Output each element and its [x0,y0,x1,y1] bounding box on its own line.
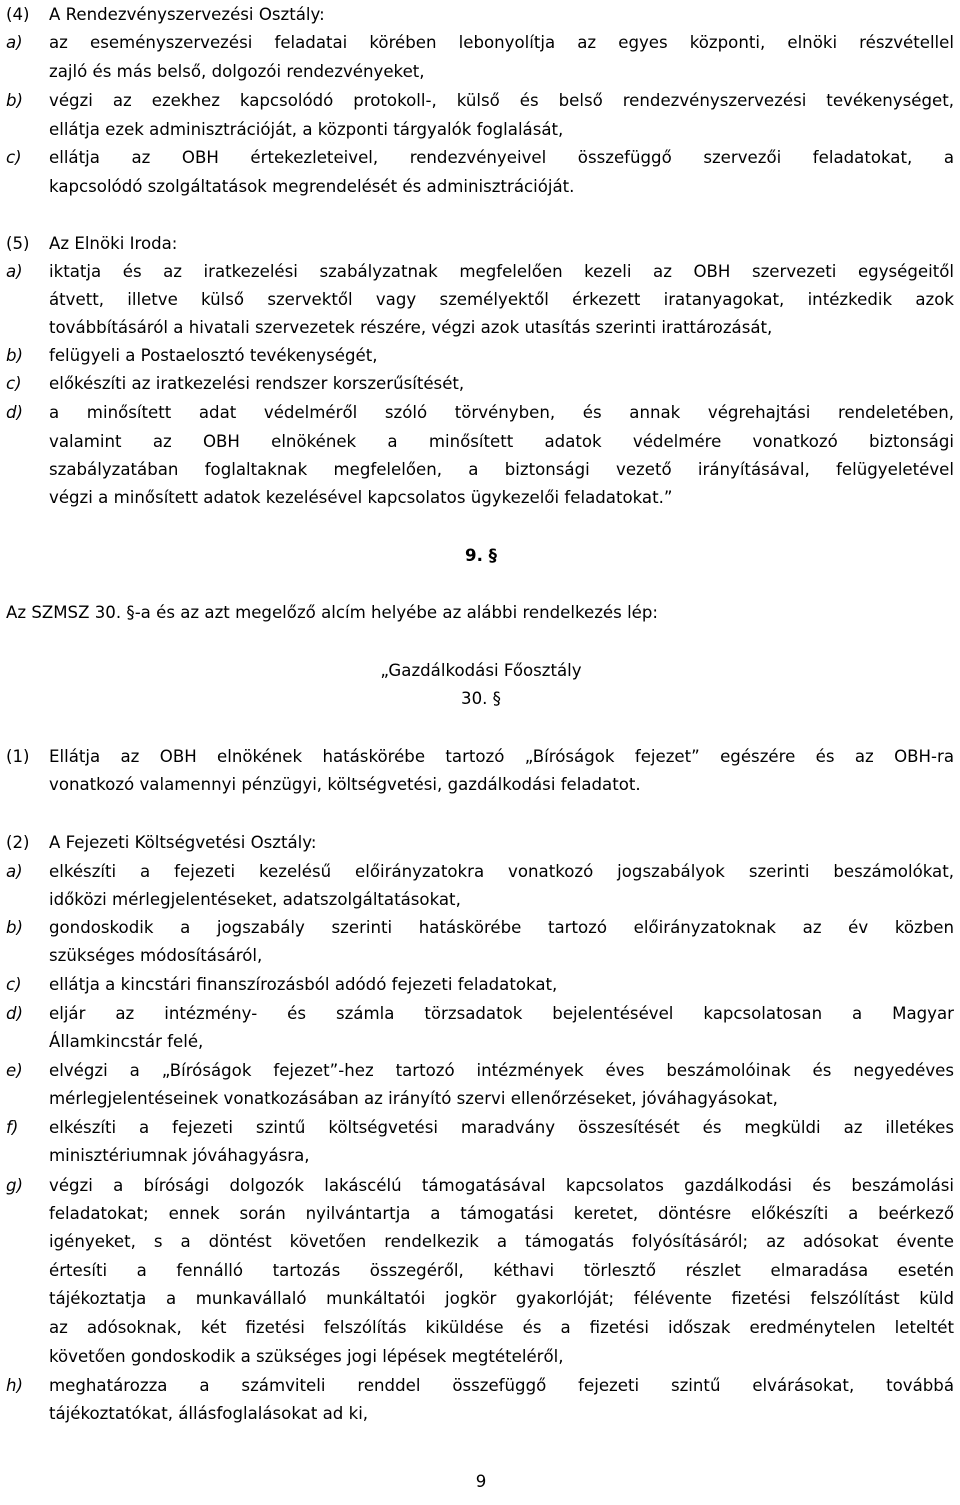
list-item-continued [6,172,956,201]
s4-number: (4) [6,5,30,24]
list-item [6,257,956,286]
list-item [6,398,956,427]
section-heading: 9. § [465,546,497,565]
item-text: elvégzi a „Bíróságok fejezet”-hez tartozó intézmények éves beszámolóinak és negyedéves [49,1061,954,1080]
item-text: ellátja az OBH értekezleteivel, rendezvényeivel összefüggő szervezői feladatokat, a [49,148,954,167]
item-text: valamint az OBH elnökének a minősített adatok védelmére vonatkozó biztonsági [49,432,954,451]
list-item-continued [6,885,956,914]
list-item-continued [6,455,956,484]
item-text: mérlegjelentéseinek vonatkozásában az irányító szervi ellenőrzéseket, jóváhagyásokat, [49,1089,778,1108]
item-text: Államkincstár felé, [49,1032,204,1051]
item-text: igényeket, s a döntést követően rendelkezik a támogatás folyósításáról; az adósokat évente [49,1232,954,1251]
list-item [6,28,956,57]
list-item-continued [6,1084,956,1113]
list-item [6,341,956,370]
item-label: d) [6,403,24,422]
list-item [6,1113,956,1142]
list-item-continued [6,1199,956,1228]
item-text: végzi a bírósági dolgozók lakáscélú támogatásával kapcsolatos gazdálkodási és beszámolási [49,1176,954,1195]
item-text: értesíti a fennálló tartozás összegéről, kéthavi törlesztő részlet elmaradása esetén [49,1261,954,1280]
list-item-continued [6,1256,956,1285]
s5-header [6,229,956,258]
list-item-continued [6,1399,956,1428]
item-label: a) [6,33,23,52]
p1 [6,742,956,771]
item-label: b) [6,91,24,110]
item-text: tájékoztatókat, állásfoglalásokat ad ki, [49,1404,369,1423]
item-text: elkészíti a fejezeti szintű költségvetési maradvány összesítését és megküldi az illetékes [49,1118,954,1137]
item-label: e) [6,1061,23,1080]
item-text: ellátja a kincstári finanszírozásból adódó fejezeti feladatokat, [49,975,558,994]
list-item-continued [6,285,956,314]
item-text: szabályzatában foglaltaknak megfelelően, a biztonsági vezető irányításával, felügyeletével [49,460,954,479]
s2-title: A Fejezeti Költségvetési Osztály: [49,833,317,852]
item-label: c) [6,975,22,994]
list-item [6,143,956,172]
item-text: az eseményszervezési feladatai körében lebonyolítja az egyes központi, elnöki részvétellel [49,33,954,52]
item-text: tájékoztatja a munkavállaló munkáltatói jogkör gyakorlóját; félévente fizetési felszólítást küld [49,1289,954,1308]
item-label: c) [6,374,22,393]
p1-number: (1) [6,747,30,766]
item-text: eljár az intézmény- és számla törzsadatok bejelentésével kapcsolatosan a Magyar [49,1004,954,1023]
item-label: d) [6,1004,24,1023]
list-item [6,913,956,942]
p1-text: vonatkozó valamennyi pénzügyi, költségvetési, gazdálkodási feladatot. [49,775,641,794]
item-text: zajló és más belső, dolgozói rendezvényeket, [49,62,425,81]
item-label: a) [6,262,23,281]
subtitle: „Gazdálkodási Főosztály [380,661,582,680]
item-label: a) [6,862,23,881]
list-item [6,970,956,999]
list-item-continued [6,1227,956,1256]
list-item [6,857,956,886]
s4-header [6,0,956,29]
s2-header [6,828,956,857]
s5-title: Az Elnöki Iroda: [49,234,178,253]
item-label: c) [6,148,22,167]
item-text: iktatja és az iratkezelési szabályzatnak megfelelően kezeli az OBH szervezeti egységeitől [49,262,954,281]
item-text: meghatározza a számviteli renddel összefüggő fejezeti szintű elvárásokat, továbbá [49,1376,954,1395]
subsection-number: 30. § [461,689,501,708]
p1-text: Ellátja az OBH elnökének hatáskörébe tartozó „Bíróságok fejezet” egészére és az OBH-ra [49,747,954,766]
item-text: felügyeli a Postaelosztó tevékenységét, [49,346,378,365]
list-item-continued [6,427,956,456]
item-text: a minősített adat védelméről szóló törvényben, és annak végrehajtási rendeletében, [49,403,954,422]
list-item-continued [6,1141,956,1170]
list-item [6,86,956,115]
list-item [6,1171,956,1200]
list-item [6,1056,956,1085]
item-text: végzi az ezekhez kapcsolódó protokoll-, külső és belső rendezvényszervezési tevékenységet, [49,91,954,110]
item-text: előkészíti az iratkezelési rendszer korszerűsítését, [49,374,465,393]
list-item-continued [6,313,956,342]
footer [6,1467,956,1496]
item-label: f) [6,1118,19,1137]
item-label: b) [6,346,24,365]
item-text: gondoskodik a jogszabály szerinti hatáskörébe tartozó előirányzatoknak az év közben [49,918,954,937]
item-label: b) [6,918,24,937]
item-label: h) [6,1376,23,1395]
list-item-continued [6,483,956,512]
list-item-continued [6,115,956,144]
item-text: végzi a minősített adatok kezelésével kapcsolatos ügykezelői feladatokat.” [49,488,673,507]
item-text: átvett, illetve külső szervektől vagy személyektől érkezett iratanyagokat, intézkedik azok [49,290,954,309]
s4-title: A Rendezvényszervezési Osztály: [49,5,325,24]
item-text: elkészíti a fejezeti kezelésű előirányzatokra vonatkozó jogszabályok szerinti beszámolókat, [49,862,954,881]
s2-number: (2) [6,833,30,852]
item-text: feladatokat; ennek során nyilvántartja a támogatási keretet, döntésre előkészíti a beérkező [49,1204,954,1223]
item-text: az adósoknak, két fizetési felszólítás kiküldése és a fizetési időszak eredménytelen leteltét [49,1318,954,1337]
list-item [6,369,956,398]
list-item-continued [6,941,956,970]
list-item-continued [6,1342,956,1371]
list-item-continued [6,1313,956,1342]
item-text: kapcsolódó szolgáltatások megrendelését és adminisztrációját. [49,177,575,196]
list-item [6,999,956,1028]
item-text: követően gondoskodik a szükséges jogi lépések megtételéről, [49,1347,564,1366]
section-heading-row [6,541,956,570]
page-number: 9 [475,1472,487,1491]
amend-intro-row [6,598,956,627]
subtitle-row [6,656,956,685]
list-item [6,1371,956,1400]
item-text: továbbításáról a hivatali szervezetek részére, végzi azok utasítás szerinti irattározását, [49,318,773,337]
item-text: időközi mérlegjelentéseket, adatszolgáltatásokat, [49,890,461,909]
amend-intro: Az SZMSZ 30. §-a és az azt megelőző alcím helyébe az alábbi rendelkezés lép: [6,603,659,622]
item-text: szükséges módosításáról, [49,946,263,965]
item-text: minisztériumnak jóváhagyásra, [49,1146,310,1165]
list-item-continued [6,1284,956,1313]
p1-continued [6,770,956,799]
s5-number: (5) [6,234,30,253]
list-item-continued [6,1027,956,1056]
item-label: g) [6,1176,24,1195]
subsection-row [6,684,956,713]
item-text: ellátja ezek adminisztrációját, a központi tárgyalók foglalását, [49,120,564,139]
list-item-continued [6,57,956,86]
